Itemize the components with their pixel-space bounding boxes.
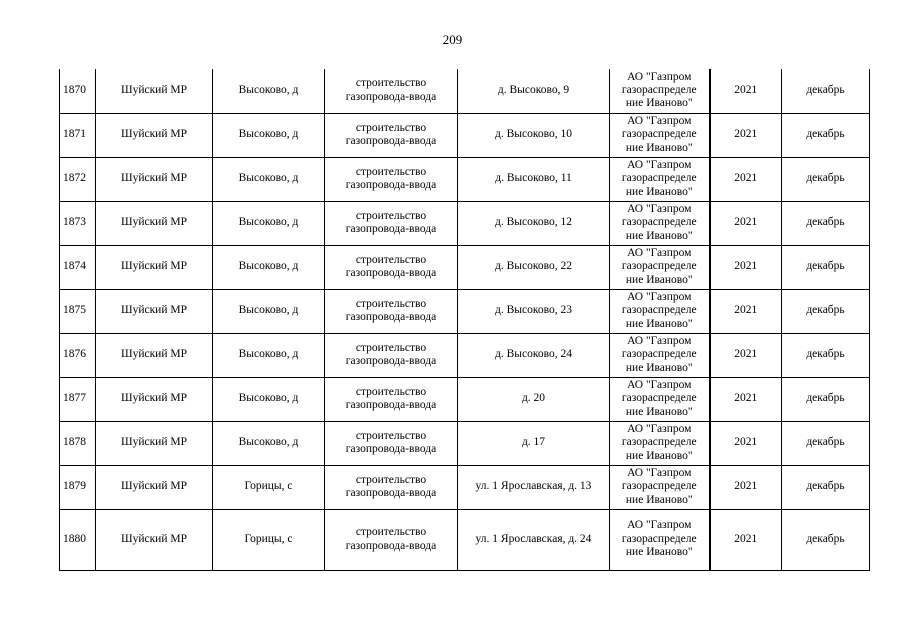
district-cell: Шуйский МР: [96, 509, 213, 570]
work-type-line: строительство: [355, 209, 427, 222]
locality-cell: Горицы, с: [213, 509, 325, 570]
work-type-cell: [325, 245, 458, 289]
organization-line: ние Иваново": [625, 141, 693, 154]
month-cell: декабрь: [782, 69, 870, 113]
year-cell: 2021: [710, 245, 782, 289]
year-cell: 2021: [710, 201, 782, 245]
organization-line: газораспределе: [621, 436, 697, 449]
table-row: [60, 201, 870, 245]
year-cell: 2021: [710, 289, 782, 333]
month-cell: декабрь: [782, 289, 870, 333]
organization-line: ние Иваново": [625, 229, 693, 242]
row-number-cell: 1870: [60, 69, 96, 113]
work-type-line: газопровода-ввода: [345, 443, 437, 455]
year-cell: 2021: [710, 113, 782, 157]
table-row: [60, 421, 870, 465]
table-body: [60, 69, 870, 570]
work-type-line: газопровода-ввода: [345, 90, 437, 103]
address-cell: д. Высоково, 11: [458, 157, 610, 201]
work-type-line: газопровода-ввода: [345, 267, 437, 279]
address-cell: д. Высоково, 12: [458, 201, 610, 245]
organization-cell: [610, 245, 710, 289]
work-type-line: строительство: [355, 297, 427, 310]
table-row: [60, 69, 870, 113]
work-type-cell: [325, 113, 458, 157]
organization-line: газораспределе: [621, 84, 697, 97]
organization-line: ние Иваново": [625, 273, 693, 286]
address-cell: д. Высоково, 24: [458, 333, 610, 377]
district-cell: Шуйский МР: [96, 201, 213, 245]
address-cell: д. Высоково, 23: [458, 289, 610, 333]
month-cell: декабрь: [782, 421, 870, 465]
year-cell: 2021: [710, 465, 782, 509]
work-type-line: газопровода-ввода: [345, 311, 437, 323]
work-type-line: строительство: [355, 429, 427, 442]
work-type-line: строительство: [355, 473, 427, 486]
table-row: [60, 157, 870, 201]
organization-line: ние Иваново": [625, 361, 693, 374]
work-type-cell: [325, 421, 458, 465]
organization-cell: [610, 201, 710, 245]
organization-line: газораспределе: [621, 480, 697, 493]
month-cell: декабрь: [782, 509, 870, 570]
locality-cell: Высоково, д: [213, 201, 325, 245]
work-type-line: газопровода-ввода: [345, 399, 437, 411]
year-cell: 2021: [710, 421, 782, 465]
month-cell: декабрь: [782, 245, 870, 289]
organization-line: газораспределе: [621, 532, 697, 545]
table-row: [60, 245, 870, 289]
work-type-line: газопровода-ввода: [345, 539, 437, 552]
work-type-line: газопровода-ввода: [345, 223, 437, 235]
organization-line: ние Иваново": [625, 449, 693, 462]
table-row: [60, 113, 870, 157]
row-number-cell: 1871: [60, 113, 96, 157]
work-type-cell: [325, 333, 458, 377]
table-row: [60, 509, 870, 570]
organization-cell: [610, 377, 710, 421]
organization-line: газораспределе: [621, 348, 697, 361]
organization-line: газораспределе: [621, 260, 697, 273]
locality-cell: Высоково, д: [213, 333, 325, 377]
organization-line: АО "Газпром: [627, 466, 692, 479]
address-cell: д. Высоково, 9: [458, 69, 610, 113]
organization-cell: [610, 509, 710, 570]
district-cell: Шуйский МР: [96, 289, 213, 333]
organization-cell: [610, 465, 710, 509]
organization-line: газораспределе: [621, 392, 697, 405]
organization-line: АО "Газпром: [627, 114, 692, 127]
organization-cell: [610, 157, 710, 201]
organization-line: ние Иваново": [625, 185, 693, 198]
district-cell: Шуйский МР: [96, 333, 213, 377]
organization-cell: [610, 289, 710, 333]
organization-line: ние Иваново": [625, 97, 693, 110]
table-row: [60, 333, 870, 377]
organization-line: АО "Газпром: [627, 519, 692, 532]
address-cell: д. 17: [458, 421, 610, 465]
organization-line: ние Иваново": [625, 493, 693, 506]
gas-connection-table: [59, 69, 870, 571]
work-type-line: строительство: [355, 526, 427, 539]
year-cell: 2021: [710, 509, 782, 570]
table-row: [60, 377, 870, 421]
organization-line: газораспределе: [621, 128, 697, 141]
organization-line: АО "Газпром: [627, 378, 692, 391]
district-cell: Шуйский МР: [96, 113, 213, 157]
district-cell: Шуйский МР: [96, 69, 213, 113]
month-cell: декабрь: [782, 201, 870, 245]
work-type-line: строительство: [355, 165, 427, 178]
year-cell: 2021: [710, 69, 782, 113]
table-row: [60, 465, 870, 509]
month-cell: декабрь: [782, 465, 870, 509]
year-cell: 2021: [710, 377, 782, 421]
organization-line: газораспределе: [621, 216, 697, 229]
district-cell: Шуйский МР: [96, 465, 213, 509]
work-type-cell: [325, 465, 458, 509]
organization-line: ние Иваново": [625, 317, 693, 330]
work-type-cell: [325, 201, 458, 245]
district-cell: Шуйский МР: [96, 245, 213, 289]
table-row: [60, 289, 870, 333]
work-type-cell: [325, 157, 458, 201]
year-cell: 2021: [710, 157, 782, 201]
row-number-cell: 1876: [60, 333, 96, 377]
locality-cell: Высоково, д: [213, 421, 325, 465]
locality-cell: Высоково, д: [213, 157, 325, 201]
month-cell: декабрь: [782, 157, 870, 201]
address-cell: д. Высоково, 22: [458, 245, 610, 289]
row-number-cell: 1873: [60, 201, 96, 245]
row-number-cell: 1872: [60, 157, 96, 201]
work-type-line: газопровода-ввода: [345, 355, 437, 367]
organization-line: АО "Газпром: [627, 290, 692, 303]
row-number-cell: 1878: [60, 421, 96, 465]
organization-cell: [610, 421, 710, 465]
work-type-cell: [325, 377, 458, 421]
work-type-cell: [325, 289, 458, 333]
row-number-cell: 1879: [60, 465, 96, 509]
organization-line: газораспределе: [621, 172, 697, 185]
work-type-line: газопровода-ввода: [345, 135, 437, 147]
work-type-line: строительство: [355, 77, 427, 90]
work-type-line: строительство: [355, 253, 427, 266]
row-number-cell: 1874: [60, 245, 96, 289]
organization-cell: [610, 69, 710, 113]
organization-cell: [610, 113, 710, 157]
organization-line: ние Иваново": [625, 405, 693, 418]
organization-line: АО "Газпром: [627, 334, 692, 347]
work-type-line: строительство: [355, 121, 427, 134]
month-cell: декабрь: [782, 377, 870, 421]
month-cell: декабрь: [782, 113, 870, 157]
locality-cell: Высоково, д: [213, 245, 325, 289]
district-cell: Шуйский МР: [96, 421, 213, 465]
organization-line: АО "Газпром: [627, 158, 692, 171]
district-cell: Шуйский МР: [96, 377, 213, 421]
page-number: 209: [442, 32, 463, 47]
locality-cell: Высоково, д: [213, 377, 325, 421]
organization-line: ние Иваново": [625, 546, 693, 559]
work-type-line: строительство: [355, 385, 427, 398]
organization-line: АО "Газпром: [627, 246, 692, 259]
organization-line: АО "Газпром: [627, 70, 692, 83]
organization-cell: [610, 333, 710, 377]
organization-line: АО "Газпром: [627, 202, 692, 215]
district-cell: Шуйский МР: [96, 157, 213, 201]
row-number-cell: 1877: [60, 377, 96, 421]
address-cell: д. 20: [458, 377, 610, 421]
work-type-line: газопровода-ввода: [345, 487, 437, 499]
address-cell: ул. 1 Ярославская, д. 24: [458, 509, 610, 570]
locality-cell: Высоково, д: [213, 113, 325, 157]
work-type-cell: [325, 509, 458, 570]
locality-cell: Высоково, д: [213, 69, 325, 113]
month-cell: декабрь: [782, 333, 870, 377]
work-type-line: строительство: [355, 341, 427, 354]
work-type-cell: [325, 69, 458, 113]
organization-line: газораспределе: [621, 304, 697, 317]
locality-cell: Высоково, д: [213, 289, 325, 333]
locality-cell: Горицы, с: [213, 465, 325, 509]
row-number-cell: 1875: [60, 289, 96, 333]
address-cell: д. Высоково, 10: [458, 113, 610, 157]
work-type-line: газопровода-ввода: [345, 179, 437, 191]
row-number-cell: 1880: [60, 509, 96, 570]
year-cell: 2021: [710, 333, 782, 377]
address-cell: ул. 1 Ярославская, д. 13: [458, 465, 610, 509]
organization-line: АО "Газпром: [627, 422, 692, 435]
